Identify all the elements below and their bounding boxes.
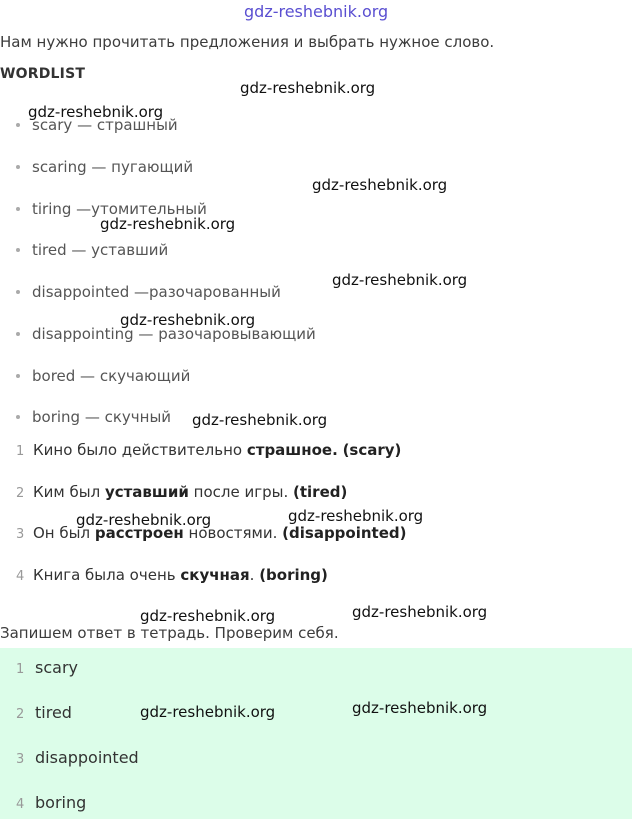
intro-text: Нам нужно прочитать предложения и выбрать нужное слово. (0, 33, 495, 51)
watermark-top: gdz-reshebnik.org (244, 2, 389, 21)
sentence-item: 2 Ким был уставший после игры. (tired) (16, 483, 348, 501)
answer-item: 3 disappointed (16, 748, 139, 767)
wordlist-item: bored — скучающий (16, 367, 190, 385)
watermark: gdz-reshebnik.org (312, 176, 448, 194)
bullet-icon (16, 290, 20, 294)
wordlist-item: scaring — пугающий (16, 158, 193, 176)
bullet-icon (16, 374, 20, 378)
watermark: gdz-reshebnik.org (352, 699, 488, 717)
bullet-icon (16, 248, 20, 252)
bullet-icon (16, 415, 20, 419)
answer-item: 4 boring (16, 793, 87, 812)
watermark: gdz-reshebnik.org (28, 103, 164, 121)
sentence-item: 1 Кино было действительно страшное. (scary) (16, 441, 402, 459)
watermark: gdz-reshebnik.org (76, 511, 212, 529)
wordlist-item: disappointing — разочаровывающий (16, 325, 316, 343)
watermark: gdz-reshebnik.org (120, 311, 256, 329)
answer-item: 2 tired (16, 703, 72, 722)
sentence-item: 3 Он был расстроен новостями. (disappointed) (16, 524, 407, 542)
bullet-icon (16, 123, 20, 127)
bullet-icon (16, 207, 20, 211)
answer-box (0, 648, 632, 819)
watermark: gdz-reshebnik.org (100, 215, 236, 233)
wordlist-item: disappointed —разочарованный (16, 283, 281, 301)
watermark: gdz-reshebnik.org (140, 607, 276, 625)
answer-note: Запишем ответ в тетрадь. Проверим себя. (0, 624, 339, 642)
watermark: gdz-reshebnik.org (288, 507, 424, 525)
watermark: gdz-reshebnik.org (352, 603, 488, 621)
wordlist-item: tired — уставший (16, 241, 168, 259)
watermark: gdz-reshebnik.org (192, 411, 328, 429)
watermark: gdz-reshebnik.org (140, 703, 276, 721)
wordlist-item: boring — скучный (16, 408, 171, 426)
answer-item: 1 scary (16, 658, 78, 677)
watermark: gdz-reshebnik.org (240, 79, 376, 97)
sentence-item: 4 Книга была очень скучная. (boring) (16, 566, 328, 584)
wordlist-item: scary — страшный (16, 116, 178, 134)
bullet-icon (16, 165, 20, 169)
bullet-icon (16, 332, 20, 336)
watermark: gdz-reshebnik.org (332, 271, 468, 289)
wordlist-title: WORDLIST (0, 66, 86, 82)
wordlist-item: tiring —утомительный (16, 200, 207, 218)
